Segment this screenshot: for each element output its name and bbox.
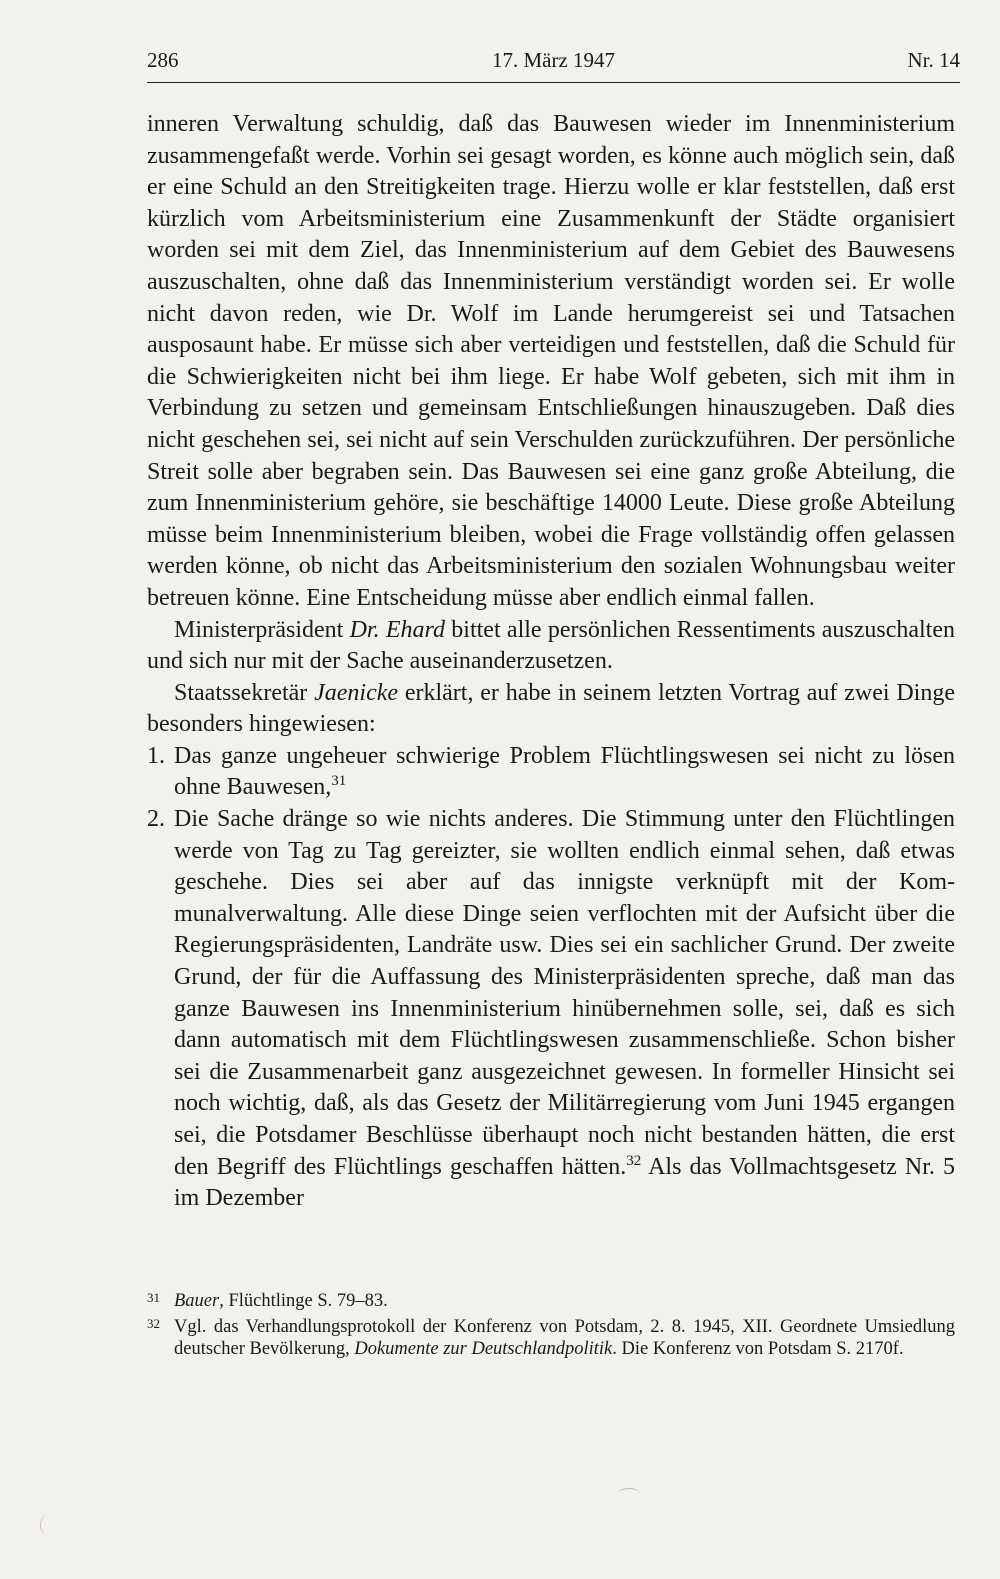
document-number: Nr. 14 [907,48,960,72]
list-item [147,804,955,1215]
footnote-content: Vgl. das Verhandlungsprotokoll der Konferenz von Potsdam, 2. 8. 1945, XII. Geordnete Umsiedlung deutscher Bevölkerung, [174,1317,955,1359]
paragraph-text: erklärt, er habe in seinem letzten Vortrag auf zwei Dinge besonders hingewiesen: [147,679,955,738]
footnotes [147,1290,955,1364]
footnote [147,1290,955,1312]
footnote-title: Dokumente zur Deutschlandpolitik [354,1339,613,1359]
footnote-author: Bauer [174,1291,220,1311]
footnote-ref[interactable]: 32 [626,1152,642,1169]
main-text [147,109,955,1215]
footnote-number: 31 [147,1290,160,1305]
footnote [147,1316,955,1360]
paragraph: inneren Verwaltung schuldig, daß das Bauwesen wieder im Innenministerium zusammengefaßt werde. Vorhin sei gesagt worden, es könne auch möglich sein, daß er eine Schuld an den Streitigkeiten trage. Hierzu wolle er klar feststellen, daß erst kürzlich vom Arbeitsministerium eine Zusammenkunft der Städte organisiert worden sei mit dem Ziel, das Innenministerium auf dem Gebiet des Bauwesens auszuschalten, ohne daß das Innenministerium verständigt worden sei. Er wolle nicht davon reden, wie Dr. Wolf im Lande herumgereist sei und Tatsachen ausposaunt habe. Er müsse sich aber verteidigen und feststellen, daß die Schuld für die Schwierigkeiten nicht bei ihm liege. Er habe Wolf gebeten, sich mit ihm in Verbindung zu setzen und gemeinsam Entschließungen hinauszugeben. Daß dies nicht geschehen sei, sei nicht auf sein Verschulden zurückzuführen. Der persönliche Streit solle aber begraben sein. Das Bauwesen sei eine ganz große Abteilung, die zum Innenministerium gehöre, sie beschäftige 14000 Leute. Diese große Abteilung müsse beim Innenministerium bleiben, wobei die Frage vollständig offen gelassen werden könne, ob nicht das Arbeitsministerium den sozialen Wohnungsbau weiter betreuen könne. Eine Entscheidung müsse aber endlich einmal fallen. [147,111,955,611]
speaker-name: Dr. Ehard [349,616,446,643]
footnote-content: , Flüchtlinge S. 79–83. [219,1291,388,1311]
list-item-content: Die Sache dränge so wie nichts anderes. Die Stimmung unter den Flüchtlingen werde von Tag zu Tag gereizter, sie wollten endlich einmal sehen, daß etwas geschehe. Dies sei aber auf das innigste verknüpft mit der Kommunalverwaltung. Alle diese Dinge seien verflochten mit der Aufsicht über die Regierungspräsidenten, Landräte usw. Dies sei ein sachlicher Grund. Der zweite Grund, der für die Auffassung des Ministerpräsidenten spreche, daß man das ganze Bauwesen ins Innenministerium hinübernehmen solle, sei, daß es sich dann automatisch mit dem Flüchtlingswesen zusammenschließe. Schon bisher sei die Zusammenarbeit ganz ausgezeichnet gewesen. In formeller Hinsicht sei noch wichtig, daß, als das Gesetz der Militärregierung vom Juni 1945 ergangen sei, die Potsdamer Beschlüsse überhaupt noch nicht bestanden hätten, die erst den Begriff des Flüchtlings geschaffen hätten. [174,806,955,1180]
paragraph-text: bittet alle persönlichen Ressentiments auszuschalten und sich nur mit der Sache auseinanderzusetzen. [147,616,955,675]
list-item-text [174,741,955,804]
list-item [147,741,955,804]
header-date: 17. März 1947 [491,48,616,72]
paper-mark [40,1515,55,1535]
paragraph-text: Staatssekretär [174,679,315,706]
page-number: 286 [147,48,179,72]
paragraph-text: Ministerpräsident [174,616,350,643]
running-header [147,48,960,83]
list-number: 1. [147,742,165,769]
list-item-text [174,804,955,1215]
footnote-text [174,1316,955,1360]
footnote-number: 32 [147,1316,160,1331]
footnote-ref[interactable]: 31 [331,773,347,790]
paragraph [147,615,955,678]
speaker-name: Jaenicke [314,679,399,706]
paper-mark [618,1488,640,1499]
list-item-content: Als das Vollmachtsgesetz Nr. 5 im Dezember [174,1153,956,1212]
list-item-content: Das ganze ungeheuer schwierige Problem Flüchtlingswesen sei nicht zu lösen ohne Bauwesen, [174,742,955,801]
paragraph [147,678,955,741]
footnote-text [174,1290,955,1312]
footnote-content: . Die Konferenz von Potsdam S. 2170f. [612,1339,904,1359]
list-number: 2. [147,806,165,833]
